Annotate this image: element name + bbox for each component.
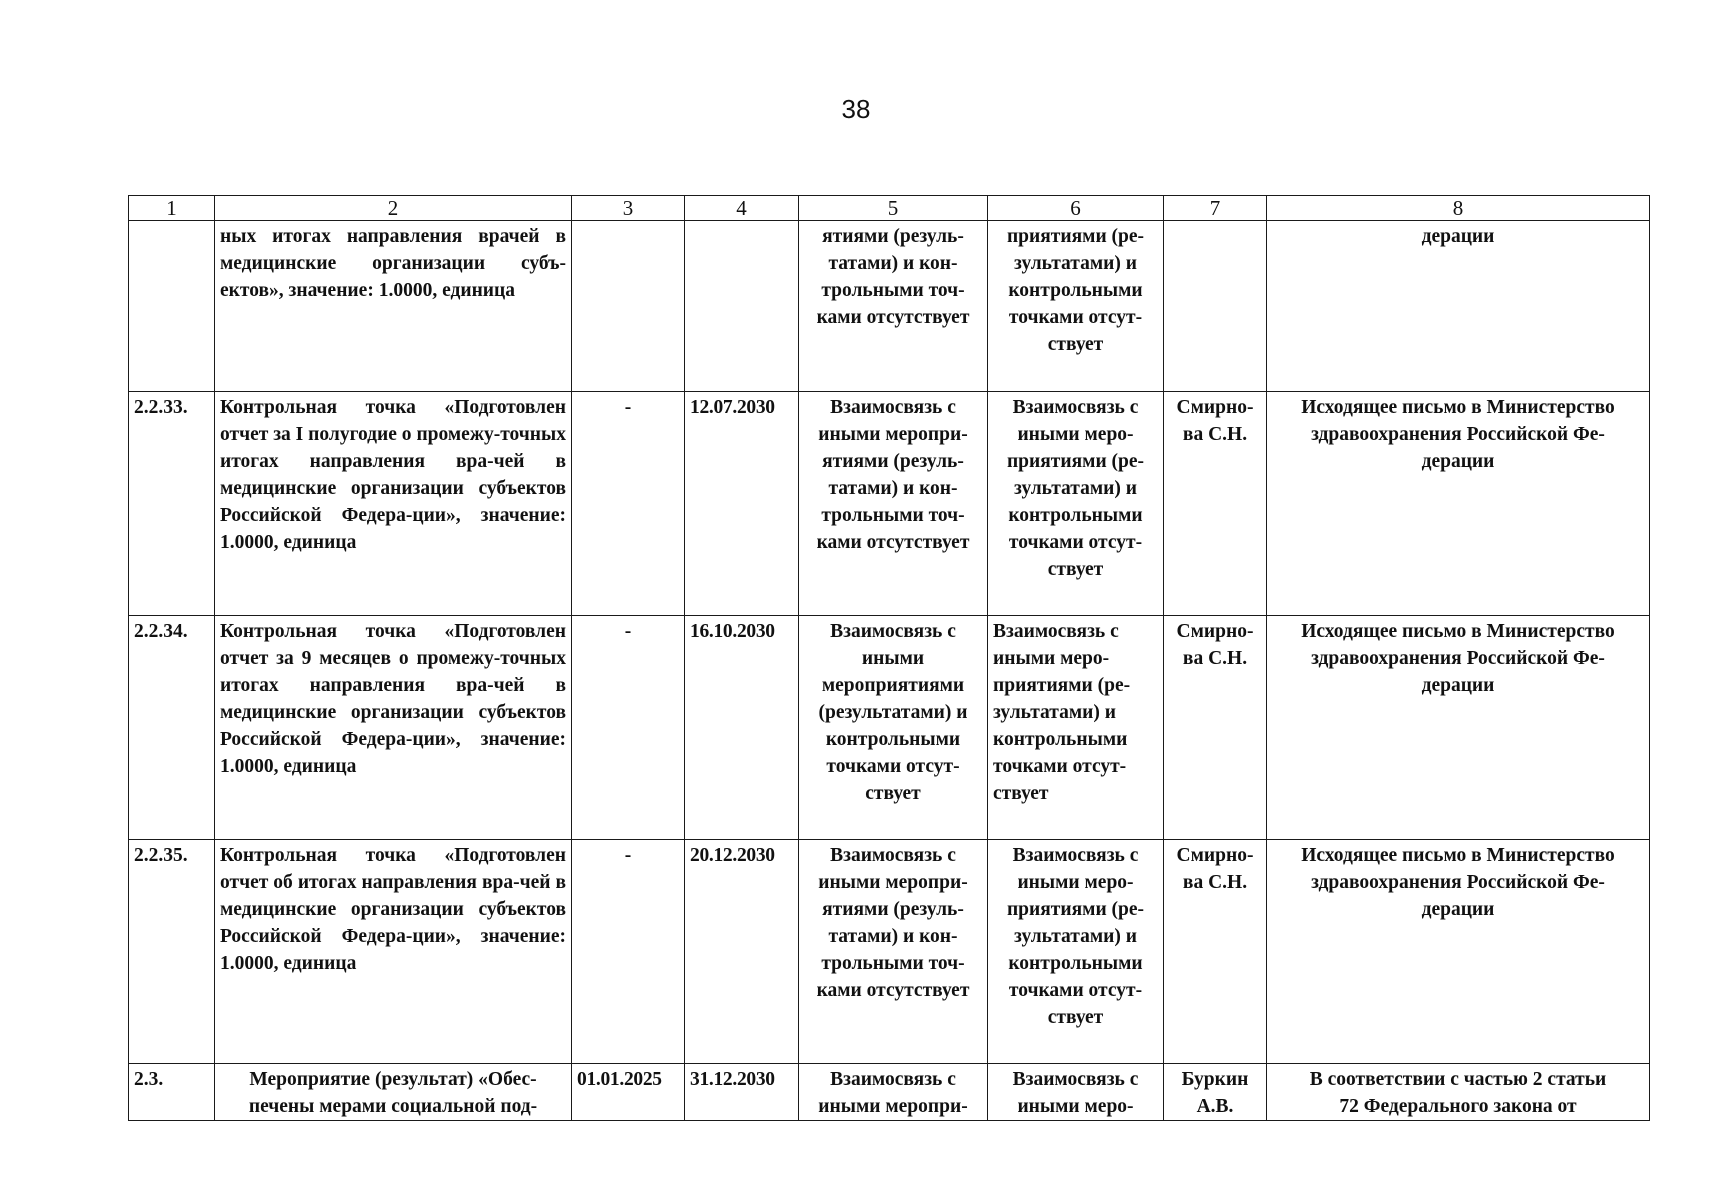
row-responsible-text: Смирно- ва С.Н. <box>1176 621 1254 669</box>
table-row <box>129 840 1650 1064</box>
row-link-prev <box>799 221 988 392</box>
row-name: Контрольная точка «Подготовлен отчет об итогах направления вра-чей в медицинские организации субъектов Российской Федера-ции», значение: 1.0000, единица <box>215 840 572 1064</box>
row-link-next <box>988 221 1164 392</box>
row-link-prev-text: Взаимосвязь с иными меропри- ятиями (резуль- татами) и кон- трольными точ- ками отсутствует <box>816 845 970 1001</box>
column-header-7: 7 <box>1164 196 1267 221</box>
table-row <box>129 1064 1650 1121</box>
row-link-next-text: Взаимосвязь с иными меро- <box>1012 1069 1139 1117</box>
row-link-next-text: Взаимосвязь с иными меро- приятиями (ре- зультатами) и контрольными точками отсут- ствует <box>1006 845 1145 1028</box>
row-end-date: 16.10.2030 <box>685 616 799 840</box>
row-link-prev <box>799 1064 988 1121</box>
row-link-prev <box>799 840 988 1064</box>
row-start-date: - <box>572 840 685 1064</box>
row-end-date: 20.12.2030 <box>685 840 799 1064</box>
row-document <box>1267 392 1650 616</box>
row-link-prev-text: ятиями (резуль- татами) и кон- трольными точ- ками отсутствует <box>816 226 970 328</box>
row-end-date <box>685 221 799 392</box>
row-responsible <box>1164 840 1267 1064</box>
row-document-text: Исходящее письмо в Министерство здравоохранения Российской Фе- дерации <box>1301 397 1615 472</box>
row-link-next <box>988 616 1164 840</box>
row-document <box>1267 840 1650 1064</box>
row-responsible <box>1164 221 1267 392</box>
row-document-text: дерации <box>1421 226 1495 247</box>
row-number: 2.2.33. <box>129 392 215 616</box>
column-header-6: 6 <box>988 196 1164 221</box>
column-number-header-row <box>129 196 1650 221</box>
row-number <box>129 221 215 392</box>
row-end-date: 31.12.2030 <box>685 1064 799 1121</box>
row-number: 2.2.34. <box>129 616 215 840</box>
row-name: ных итогах направления врачей в медицинские организации субъ-ектов», значение: 1.0000, единица <box>215 221 572 392</box>
row-document-text: Исходящее письмо в Министерство здравоохранения Российской Фе- дерации <box>1301 845 1615 920</box>
column-header-8: 8 <box>1267 196 1650 221</box>
table-row <box>129 392 1650 616</box>
column-header-1: 1 <box>129 196 215 221</box>
row-link-next-text: приятиями (ре- зультатами) и контрольными точками отсут- ствует <box>1006 226 1145 355</box>
row-link-prev-text: Взаимосвязь с иными мероприятиями (результатами) и контрольными точками отсут- ствует <box>818 621 968 804</box>
row-name: Контрольная точка «Подготовлен отчет за I полугодие о промежу-точных итогах направления вра-чей в медицинские организации субъектов Российской Федера-ции», значение: 1.0000, единица <box>215 392 572 616</box>
page-number: 38 <box>841 94 871 124</box>
row-link-next <box>988 840 1164 1064</box>
row-name: Мероприятие (результат) «Обес-печены мерами социальной под- <box>215 1064 572 1121</box>
row-responsible-text: Смирно- ва С.Н. <box>1176 845 1254 893</box>
row-start-date: - <box>572 616 685 840</box>
row-start-date <box>572 221 685 392</box>
row-end-date: 12.07.2030 <box>685 392 799 616</box>
column-header-3: 3 <box>572 196 685 221</box>
row-link-prev-text: Взаимосвязь с иными меропри- <box>818 1069 968 1117</box>
row-document <box>1267 1064 1650 1121</box>
plan-table <box>128 195 1650 1121</box>
row-start-date: - <box>572 392 685 616</box>
row-link-prev <box>799 392 988 616</box>
row-link-next-text: Взаимосвязь с иными меро- приятиями (ре- зультатами) и контрольными точками отсут- ствует <box>1006 397 1145 580</box>
row-responsible <box>1164 1064 1267 1121</box>
table-row <box>129 616 1650 840</box>
row-responsible <box>1164 392 1267 616</box>
column-header-2: 2 <box>215 196 572 221</box>
row-link-next <box>988 1064 1164 1121</box>
table-row <box>129 221 1650 392</box>
row-link-next-text: Взаимосвязь с иными меро- приятиями (ре- зультатами) и контрольными точками отсут- ствует <box>993 621 1131 804</box>
row-number: 2.3. <box>129 1064 215 1121</box>
row-name: Контрольная точка «Подготовлен отчет за 9 месяцев о промежу-точных итогах направления вра-чей в медицинские организации субъектов Российской Федера-ции», значение: 1.0000, единица <box>215 616 572 840</box>
row-document <box>1267 616 1650 840</box>
row-document-text: Исходящее письмо в Министерство здравоохранения Российской Фе- дерации <box>1301 621 1615 696</box>
row-link-prev-text: Взаимосвязь с иными меропри- ятиями (резуль- татами) и кон- трольными точ- ками отсутствует <box>816 397 970 553</box>
row-responsible <box>1164 616 1267 840</box>
column-header-4: 4 <box>685 196 799 221</box>
row-document-text: В соответствии с частью 2 статьи 72 Федерального закона от <box>1309 1069 1607 1117</box>
row-link-prev <box>799 616 988 840</box>
row-responsible-text: Смирно- ва С.Н. <box>1176 397 1254 445</box>
column-header-5: 5 <box>799 196 988 221</box>
row-responsible-text: Буркин А.В. <box>1181 1069 1249 1117</box>
row-start-date: 01.01.2025 <box>572 1064 685 1121</box>
row-link-next <box>988 392 1164 616</box>
row-number: 2.2.35. <box>129 840 215 1064</box>
row-document <box>1267 221 1650 392</box>
